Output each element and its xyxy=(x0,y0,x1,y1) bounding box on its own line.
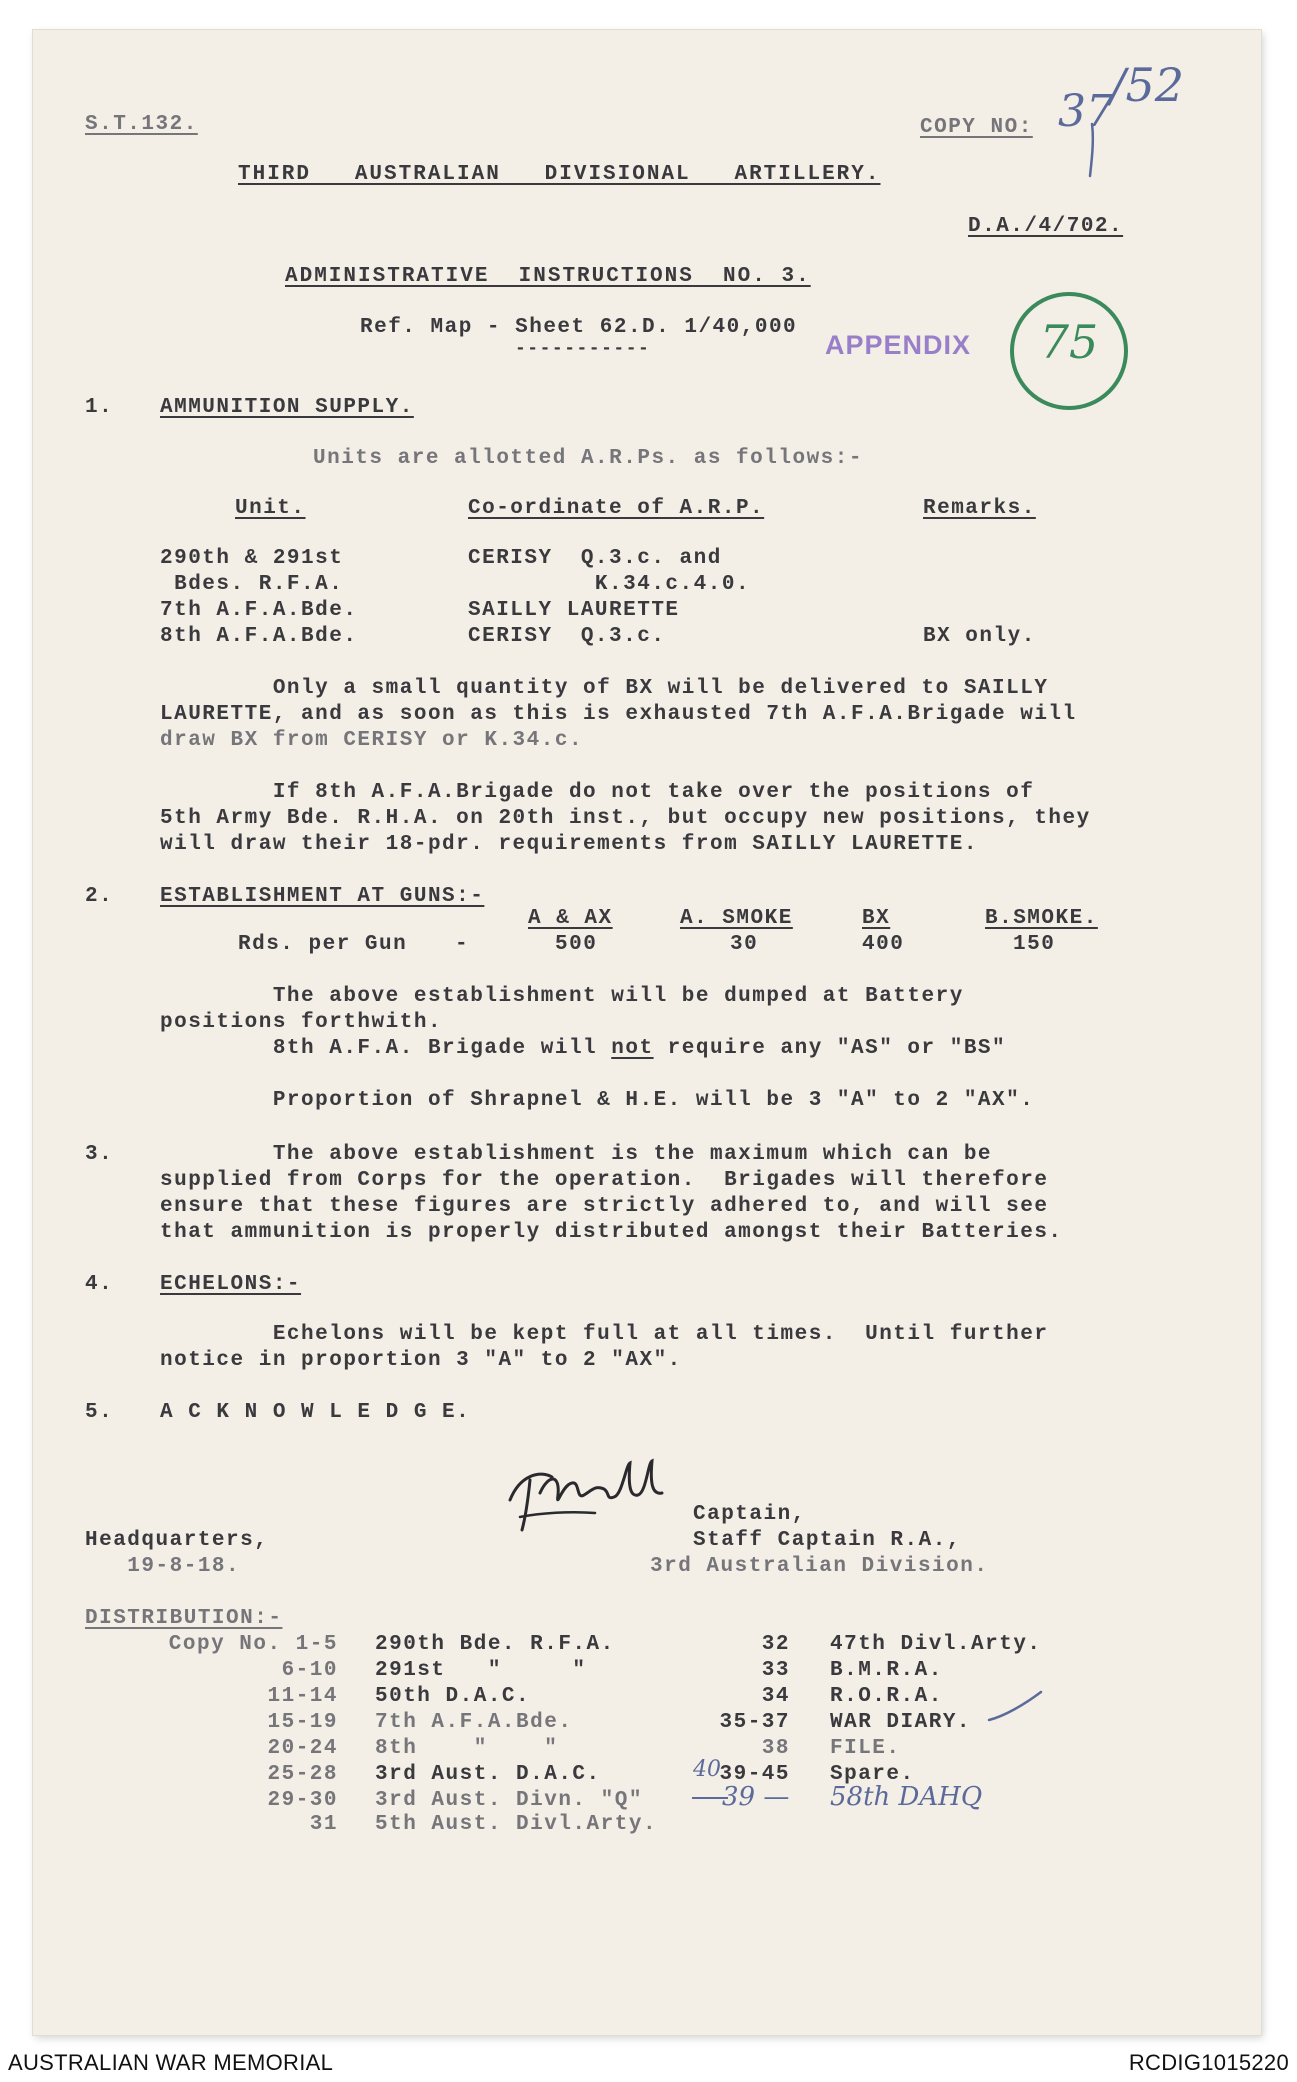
appendix-stamp: APPENDIX xyxy=(825,330,972,360)
paragraph-line: Proportion of Shrapnel & H.E. will be 3 "A" to 2 "AX". xyxy=(160,1089,1035,1112)
distribution-copy-range: 11-14 xyxy=(267,1685,338,1708)
section-4-heading: ECHELONS:- xyxy=(160,1273,302,1296)
distribution-copy-range: 20-24 xyxy=(267,1737,338,1760)
distribution-recipient: 5th Aust. Divl.Arty. xyxy=(375,1813,658,1836)
distribution-copy-range: 25-28 xyxy=(267,1763,338,1786)
reference-number: D.A./4/702. xyxy=(968,215,1124,238)
section-4-number: 4. xyxy=(85,1273,114,1296)
section-1-heading: AMMUNITION SUPPLY. xyxy=(160,396,414,419)
paragraph-line: Echelons will be kept full at all times. Until further xyxy=(160,1323,1049,1346)
paragraph-line: supplied from Corps for the operation. Brigades will therefore xyxy=(160,1169,1049,1192)
paragraph-line: will draw their 18-pdr. requirements from SAILLY LAURETTE. xyxy=(160,833,978,856)
section-2-heading: ESTABLISHMENT AT GUNS:- xyxy=(160,885,485,908)
acknowledge-text: A C K N O W L E D G E. xyxy=(160,1401,471,1424)
guns-value-b-smoke: 150 xyxy=(1013,933,1056,956)
section-1-intro: Units are allotted A.R.Ps. as follows:- xyxy=(313,447,863,470)
guns-value-a-ax: 500 xyxy=(555,933,598,956)
document-title: ADMINISTRATIVE INSTRUCTIONS NO. 3. xyxy=(285,265,811,288)
distribution-recipient: WAR DIARY. xyxy=(830,1711,972,1734)
pencil-stroke xyxy=(1082,120,1102,180)
handwritten-39: 39 — xyxy=(722,1782,790,1812)
section-5-number: 5. xyxy=(85,1401,114,1424)
distribution-copy-range: 33 xyxy=(761,1659,790,1682)
distribution-recipient: 3rd Aust. D.A.C. xyxy=(375,1763,601,1786)
handwritten-40: 40 xyxy=(693,1757,721,1782)
distribution-recipient: B.M.R.A. xyxy=(830,1659,943,1682)
footer-identifier: RCDIG1015220 xyxy=(1128,2050,1289,2075)
section-3-number: 3. xyxy=(85,1143,114,1166)
guns-row-label: Rds. per Gun xyxy=(238,933,408,956)
paragraph-line: The above establishment will be dumped at Battery xyxy=(160,985,964,1008)
table-header-coordinate: Co-ordinate of A.R.P. xyxy=(468,497,765,520)
distribution-copy-range: 39-45 xyxy=(719,1763,790,1786)
paragraph-line: Only a small quantity of BX will be delivered to SAILLY xyxy=(160,677,1049,700)
map-reference: Ref. Map - Sheet 62.D. 1/40,000 xyxy=(360,316,798,339)
unit-title: THIRD AUSTRALIAN DIVISIONAL ARTILLERY. xyxy=(238,163,881,186)
guns-row-dash: - xyxy=(455,933,470,956)
table-header-remarks: Remarks. xyxy=(923,497,1036,520)
distribution-recipient: 47th Divl.Arty. xyxy=(830,1633,1042,1656)
signatory-division: 3rd Australian Division. xyxy=(650,1555,989,1578)
guns-header-a-smoke: A. SMOKE xyxy=(680,907,793,930)
copy-number-handwritten: 37 xyxy=(1058,86,1114,137)
text-span: 8th A.F.A. Brigade will xyxy=(160,1037,612,1060)
distribution-copy-range: 38 xyxy=(761,1737,790,1760)
distribution-recipient: 7th A.F.A.Bde. xyxy=(375,1711,573,1734)
guns-value-a-smoke: 30 xyxy=(730,933,759,956)
distribution-copy-range: 15-19 xyxy=(267,1711,338,1734)
paragraph-line: LAURETTE, and as soon as this is exhausted 7th A.F.A.Brigade will xyxy=(160,703,1077,726)
handwritten-58th-dahq: 58th DAHQ xyxy=(830,1782,983,1812)
section-1-number: 1. xyxy=(85,396,114,419)
headquarters-date: 19-8-18. xyxy=(85,1555,241,1578)
table-cell-remarks: BX only. xyxy=(923,625,1036,648)
signatory-rank: Captain, xyxy=(693,1503,806,1526)
distribution-recipient: Spare. xyxy=(830,1763,915,1786)
paragraph-line: draw BX from CERISY or K.34.c. xyxy=(160,729,584,752)
footer-institution: AUSTRALIAN WAR MEMORIAL xyxy=(8,2050,334,2075)
distribution-recipient: FILE. xyxy=(830,1737,901,1760)
paragraph-line: If 8th A.F.A.Brigade do not take over the positions of xyxy=(160,781,1035,804)
headquarters-label: Headquarters, xyxy=(85,1529,269,1552)
distribution-copy-range: 31 xyxy=(309,1813,338,1836)
distribution-copy-range: 34 xyxy=(761,1685,790,1708)
table-cell-coordinate: CERISY Q.3.c. xyxy=(468,625,666,648)
guns-header-a-ax: A & AX xyxy=(528,907,613,930)
distribution-copy-range: 32 xyxy=(761,1633,790,1656)
paragraph-line: The above establishment is the maximum which can be xyxy=(160,1143,993,1166)
section-2-number: 2. xyxy=(85,885,114,908)
paragraph-line: ensure that these figures are strictly adhered to, and will see xyxy=(160,1195,1049,1218)
paragraph-line: notice in proportion 3 "A" to 2 "AX". xyxy=(160,1349,682,1372)
folio-number-handwritten: /52 xyxy=(1110,58,1185,112)
paragraph-line-not xyxy=(160,1036,1006,1062)
emphasis-not: not xyxy=(611,1037,654,1060)
distribution-copy-range: 35-37 xyxy=(719,1711,790,1734)
table-cell-coordinate: CERISY Q.3.c. and xyxy=(468,547,722,570)
paragraph-line: 5th Army Bde. R.H.A. on 20th inst., but occupy new positions, they xyxy=(160,807,1091,830)
strike-through xyxy=(690,1793,730,1803)
distribution-recipient: 50th D.A.C. xyxy=(375,1685,531,1708)
distribution-copy-range: 6-10 xyxy=(281,1659,338,1682)
table-cell-unit: 290th & 291st xyxy=(160,547,344,570)
distribution-recipient: 3rd Aust. Divn. "Q" xyxy=(375,1789,643,1812)
distribution-recipient: 290th Bde. R.F.A. xyxy=(375,1633,615,1656)
distribution-copy-range: 29-30 xyxy=(267,1789,338,1812)
distribution-recipient: 8th " " xyxy=(375,1737,559,1760)
copy-number-label: COPY NO: xyxy=(920,116,1033,139)
signatory-title: Staff Captain R.A., xyxy=(693,1529,961,1552)
distribution-heading: DISTRIBUTION:- xyxy=(85,1607,283,1630)
pencil-tick-mark xyxy=(985,1688,1045,1728)
map-reference-underline: ----------- xyxy=(515,339,651,359)
text-span: require any "AS" or "BS" xyxy=(653,1037,1007,1060)
table-cell-coordinate: SAILLY LAURETTE xyxy=(468,599,680,622)
circle-stamp-number: 75 xyxy=(1039,315,1099,369)
distribution-recipient: 291st " " xyxy=(375,1659,587,1682)
distribution-recipient: R.O.R.A. xyxy=(830,1685,943,1708)
table-cell-unit: 8th A.F.A.Bde. xyxy=(160,625,358,648)
table-cell-unit: Bdes. R.F.A. xyxy=(160,573,344,596)
distribution-copy-range: Copy No. 1-5 xyxy=(168,1633,338,1656)
table-cell-coordinate: K.34.c.4.0. xyxy=(468,573,751,596)
guns-header-bx: BX xyxy=(862,907,891,930)
guns-value-bx: 400 xyxy=(862,933,905,956)
table-header-unit: Unit. xyxy=(235,497,306,520)
guns-header-b-smoke: B.SMOKE. xyxy=(985,907,1098,930)
paragraph-line: that ammunition is properly distributed amongst their Batteries. xyxy=(160,1221,1063,1244)
table-cell-unit: 7th A.F.A.Bde. xyxy=(160,599,358,622)
file-reference: S.T.132. xyxy=(85,113,198,136)
paragraph-line: positions forthwith. xyxy=(160,1011,443,1034)
